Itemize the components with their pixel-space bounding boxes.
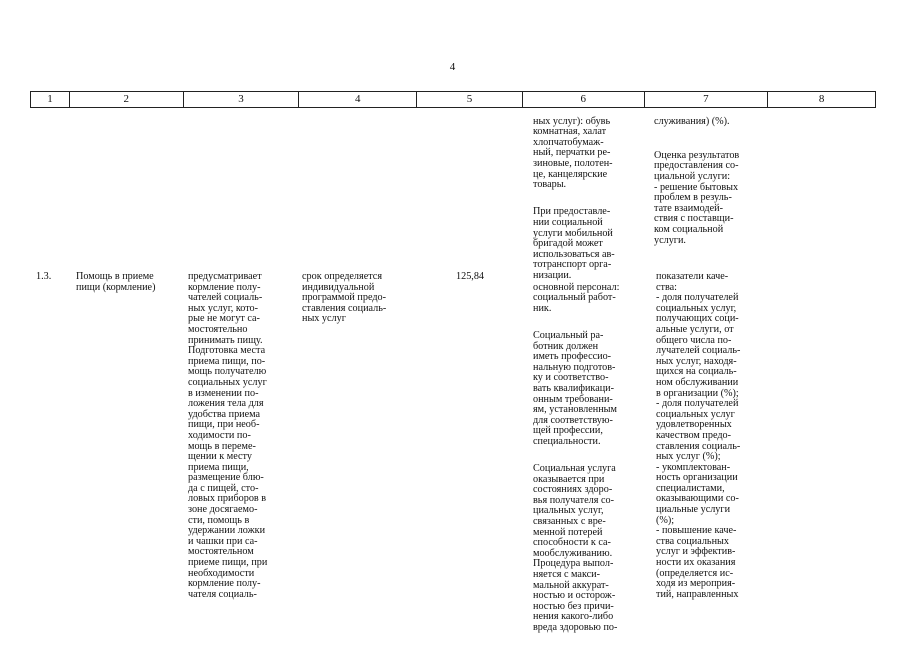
service-name: Помощь в приеме пищи (кормление) [76, 271, 156, 293]
paragraph: Социальный ра- ботник должен иметь профессио- нальную подготов- ку и соответство- вать квалификаци- онным требовани- ям, установленным для соответствую- щей профессии, специальности. [533, 329, 617, 447]
continued-cell-indicators [654, 106, 772, 263]
paragraph: Оценка результатов предоставления со- циальной услуги: - решение бытовых проблем в резуль- тате взаимодей- ствия с поставщи- ком социальной услуги. [654, 149, 740, 246]
header-col-2: 2 [70, 92, 184, 107]
header-col-3: 3 [184, 92, 300, 107]
service-price: 125,84 [456, 271, 485, 282]
service-conditions [533, 272, 651, 650]
service-description: предусматривает кормление полу- чателей социаль- ных услуг, кото- рые не могут са- мостоятельно принимать пищу. Подготовка места приема пищи, по- мощь получателю социальных услуг в изменении по- ложения тела для удобства приема пищи, при необ- ходимости по- мощь в переме- щении к месту приема пищи, размещение блю- да с пищей, сто- ловых приборов в зоне досягаемо- сти, помощь в удержании ложки и чашки при са- мостоятельном приеме пищи, при необходимости кормление полу- чателя социаль- [188, 271, 268, 600]
paragraph: При предоставле- нии социальной услуги мобильной бригадой может использоваться ав- тотранспорт орга- низации. [533, 206, 615, 281]
header-col-4: 4 [299, 92, 417, 107]
header-col-5: 5 [417, 92, 523, 107]
paragraph: Социальная услуга оказывается при состояниях здоро- вья получателя со- циальных услуг, связанных с вре- менной потерей способности к са- мообслуживанию. Процедура выпол- няется с макси- мальной аккурат- ностью и осторож- ностью без причи- нения какого-либо вреда здоровью по- [533, 463, 618, 633]
table-row [0, 270, 905, 633]
paragraph: служивания) (%). [654, 115, 730, 127]
header-col-6: 6 [523, 92, 645, 107]
header-col-7: 7 [645, 92, 769, 107]
row-number: 1.3. [36, 271, 52, 282]
header-col-1: 1 [31, 92, 70, 107]
service-indicators: показатели каче- ства: - доля получателей социальных услуг, получающих соци- альные услуги, от общего числа по- лучателей социаль- ных услуг, находя- щихся на социаль- ном обслуживании в организации (%); - доля получателей социальных услуг удовлетворенных качеством предо- ставления социаль- ных услуг (%); - укомплектован- ность организации специалистами, оказывающими со- циальные услуги (%); - повышение каче- ства социальных услуг и эффектив- ности их оказания (определяется ис- ходя из мероприя- тий, направленных [656, 271, 741, 600]
service-term: срок определяется индивидуальной программой предо- ставления социаль- ных услуг [302, 271, 387, 325]
page-number: 4 [449, 61, 456, 73]
paragraph: основной персонал: социальный работ- ник. [533, 281, 620, 314]
paragraph: ных услуг): обувь комнатная, халат хлопчатобумаж- ный, перчатки ре- зиновые, полотен- це, канцелярские товары. [533, 115, 613, 191]
header-col-8: 8 [818, 93, 825, 105]
